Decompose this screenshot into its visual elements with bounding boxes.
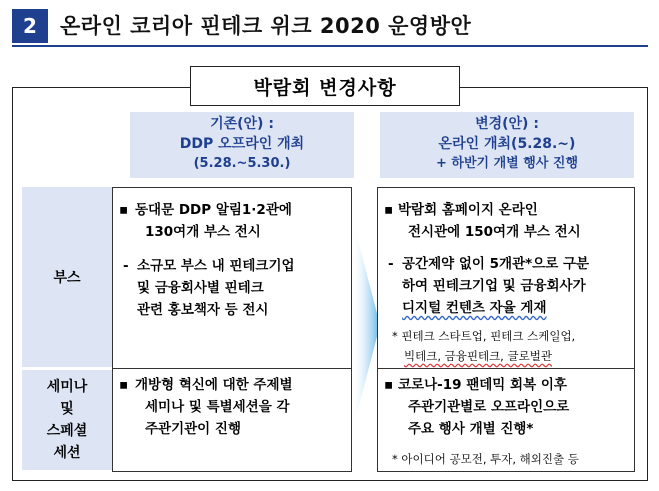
new-booth-line-1: 박람회 홈페이지 온라인 <box>398 202 538 218</box>
old-plan-label: 기존(안) : <box>210 116 274 132</box>
old-plan-desc: DDP 오프라인 개최 <box>179 136 305 152</box>
new-booth-line-4: 하여 핀테크기업 및 금융회사가 <box>402 278 586 294</box>
new-plan-extra: + 하반기 개별 행사 진행 <box>435 156 579 171</box>
header-divider <box>12 45 648 47</box>
old-booth-line-5: 관련 홍보책자 등 전시 <box>137 302 269 318</box>
column-header-old <box>130 112 354 178</box>
dash-marker: - <box>123 258 129 274</box>
old-seminar-line-3: 주관기관이 진행 <box>145 421 241 437</box>
bullet-marker: ▪ <box>119 202 129 218</box>
new-seminar-line-2: 주관기관별로 오프라인으로 <box>408 399 570 415</box>
new-booth-note-1: * 핀테크 스타트업, 핀테크 스케일업, <box>392 329 576 343</box>
seminar-label-line-4: 세션 <box>53 445 81 461</box>
column-header-new <box>380 112 634 178</box>
seminar-label-line-2: 및 <box>60 401 74 417</box>
new-seminar-note-1: * 아이디어 공모전, 투자, 해외진출 등 <box>392 452 579 466</box>
row-label-seminar <box>22 370 112 470</box>
new-booth-line-5: 디지털 컨텐츠 자율 게재 <box>402 300 547 316</box>
section-title: 온라인 코리아 핀테크 위크 2020 운영방안 <box>60 14 472 38</box>
section-number-badge: 2 <box>12 9 48 43</box>
new-booth-note-2: 빅테크, 금융핀테크, 글로벌관 <box>404 349 552 363</box>
cell-new-seminar <box>377 368 635 472</box>
new-plan-label: 변경(안) : <box>475 116 539 132</box>
old-seminar-line-1: 개방형 혁신에 대한 주제별 <box>135 377 293 393</box>
old-booth-line-3: 소규모 부스 내 핀테크기업 <box>137 258 295 274</box>
cell-old-booth <box>112 187 352 369</box>
cell-old-seminar <box>112 368 352 472</box>
old-booth-line-4: 및 금융회사별 핀테크 <box>137 280 264 296</box>
new-seminar-line-3: 주요 행사 개별 진행* <box>408 421 534 437</box>
new-booth-line-3: 공간제약 없이 5개관*으로 구분 <box>402 256 590 272</box>
old-seminar-line-2: 세미나 및 특별세션을 각 <box>145 399 290 415</box>
new-seminar-line-1: 코로나-19 팬데믹 회복 이후 <box>398 377 567 393</box>
new-booth-line-2: 전시관에 150여개 부스 전시 <box>408 224 581 240</box>
seminar-label-line-1: 세미나 <box>46 379 88 395</box>
bullet-marker: ▪ <box>384 377 394 393</box>
expo-title-box: 박람회 변경사항 <box>190 66 460 106</box>
dash-marker: - <box>388 256 394 272</box>
bullet-marker: ▪ <box>119 377 129 393</box>
bullet-marker: ▪ <box>384 202 394 218</box>
booth-label-text: 부스 <box>53 270 81 286</box>
seminar-label-line-3: 스페셜 <box>46 423 88 439</box>
old-plan-dates: (5.28.~5.30.) <box>193 156 291 171</box>
old-booth-line-2: 130여개 부스 전시 <box>145 224 261 240</box>
old-booth-line-1: 동대문 DDP 알림1·2관에 <box>135 202 292 218</box>
new-plan-desc: 온라인 개최(5.28.~) <box>438 136 576 152</box>
row-label-booth <box>22 187 112 367</box>
cell-new-booth <box>377 187 635 369</box>
